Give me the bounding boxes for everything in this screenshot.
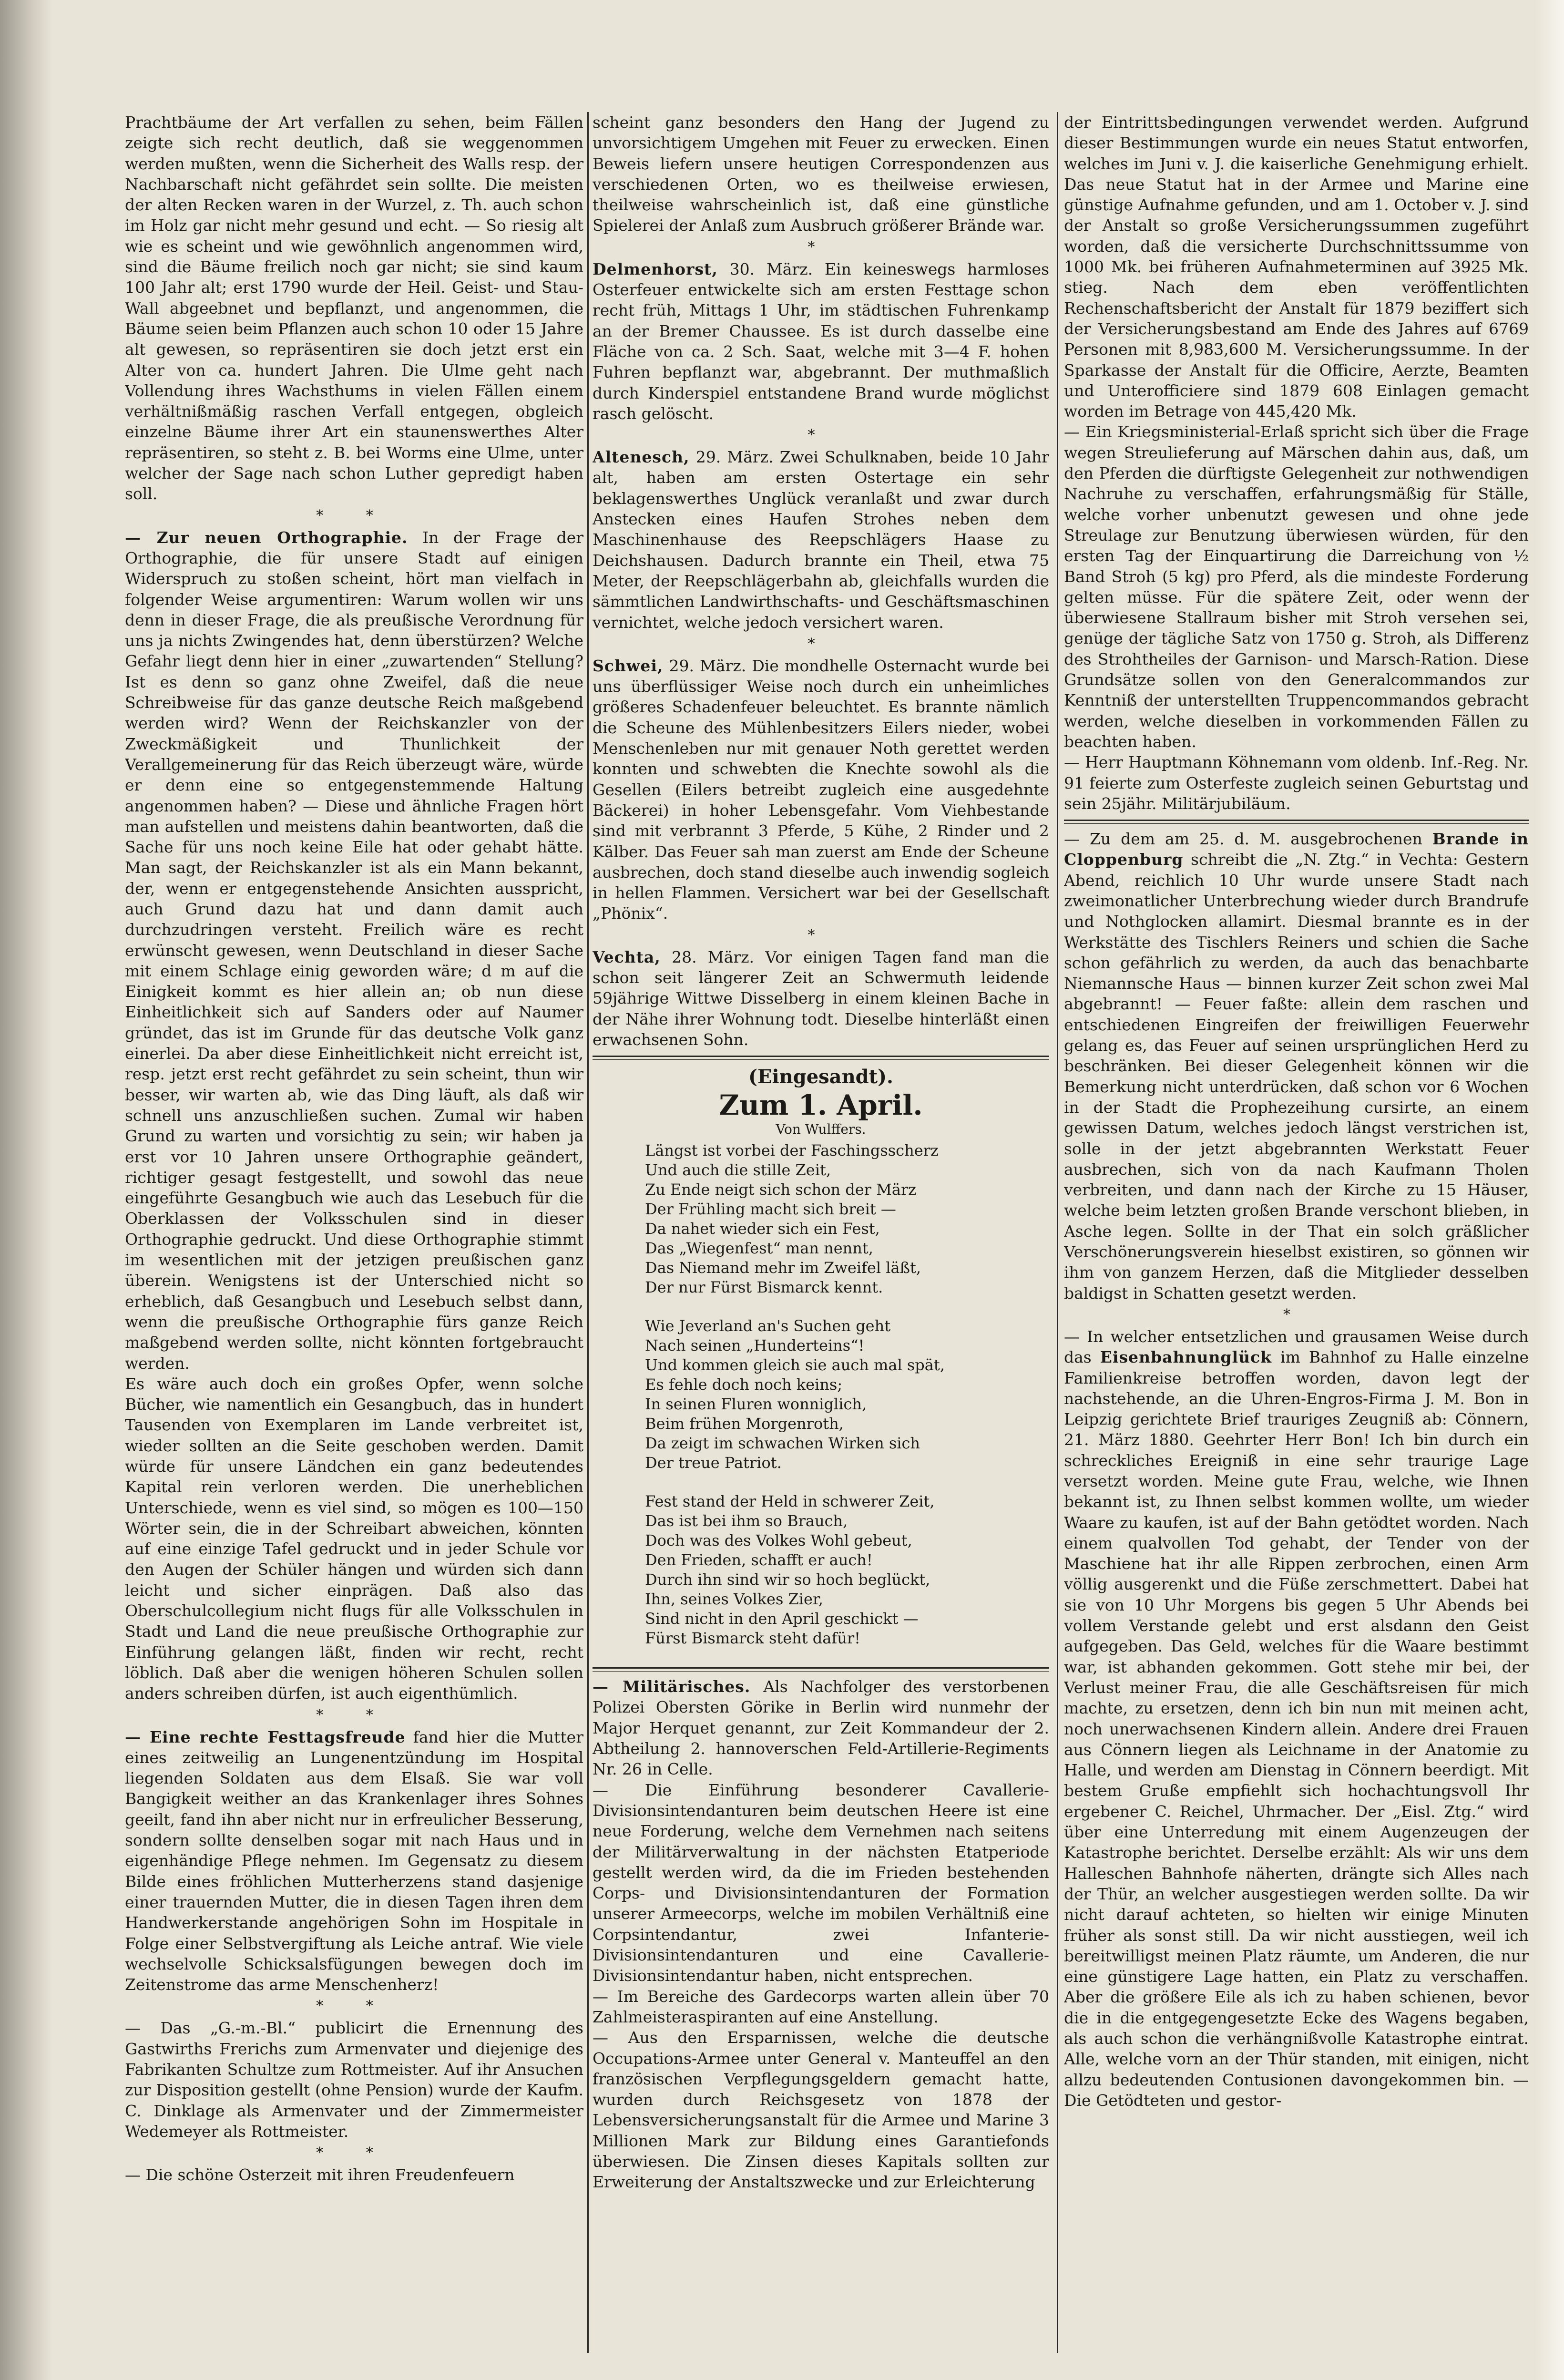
poem-line: Das Niemand mehr im Zweifel läßt, — [645, 1259, 921, 1277]
poem-line: Und auch die stille Zeit, — [645, 1161, 831, 1180]
article-gardecorps: — Im Bereiche des Gardecorps warten allein über 70 Zahlmeisteraspiranten auf eine Anstellung. — [593, 1987, 1049, 2026]
article-militaerisches-body: Als Nachfolger des verstorbenen Polizei Obersten Görike in Berlin wird nunmehr der Major Herquet genannt, zur Zeit Kommandeur der 2. Abtheilung 2. hannoverschen Feld-Artillerie-Regiments Nr. 26 in Celle. — [593, 1677, 1049, 1779]
poem-text — [645, 1141, 1049, 1648]
page-right-edge — [1535, 0, 1564, 2380]
poem-line: Doch was des Volkes Wohl gebeut, — [645, 1531, 912, 1550]
separator-asterisk: * — [808, 427, 834, 444]
article-jubilaeum: — Herr Hauptmann Köhnemann vom oldenb. Inf.-Reg. Nr. 91 feierte zum Osterfeste zugleich seinen Geburtstag und sein 25jähr. Militärjubiläum. — [1064, 753, 1529, 813]
poem-line: Wie Jeverland an's Suchen geht — [645, 1317, 891, 1335]
article-osterzeit: — Die schöne Osterzeit mit ihren Freudenfeuern — [125, 2165, 515, 2185]
article-streulieferung: — Ein Kriegsministerial-Erlaß spricht sich über die Frage wegen Streulieferung auf Märschen dahin aus, daß, um den Pferden die dürftigste Gelegenheit zur nothwendigen Nachruhe zu verschaffen, erfahrungsmäßig für Ställe, welche vorher unbenutzt gewesen und ohne jede Streulage zur Benutzung überwiesen würden, für den ersten Tag der Einquartirung die Darreichung von ½ Band Stroh (5 kg) pro Pferd, als die mindeste Forderung gelten müsse. Für die spätere Zeit, oder wenn der überwiesene Stallraum bisher mit Stroh versehen sei, genüge der tägliche Satz von 1750 g. Stroh, als Differenz des Strohtheiles der Garnison- und Marsch-Ration. Diese Grundsätze sollen von den Generalcommandos zur Kenntniß der unterstellten Truppencommandos gebracht werden, welche dieselben in vorkommenden Fällen zu beachten haben. — [1064, 422, 1529, 751]
poem-line: Es fehle doch noch keins; — [645, 1375, 843, 1394]
article-vechta-body: 28. März. Vor einigen Tagen fand man die schon seit längerer Zeit an Schwermuth leidende 59jährige Wittwe Disselberg in einem kleinen Bache in der Nähe ihrer Wohnung todt. Dieselbe hinterläßt einen erwachsenen Sohn. — [593, 947, 1049, 1049]
poem-box-title: (Eingesandt). — [748, 1066, 893, 1088]
dateline-altenesch: Altenesch, — [593, 448, 690, 467]
dateline-vechta: Vechta, — [593, 947, 661, 966]
poem-line: Durch ihn sind wir so hoch beglückt, — [645, 1570, 930, 1589]
headline-eisenbahnunglueck: Eisenbahnunglück — [1100, 1348, 1272, 1367]
article-feuer: scheint ganz besonders den Hang der Jugend zu unvorsichtigem Umgehen mit Feuer zu erwecken. Einen Beweis liefern unsere heutigen Correspondenzen aus verschiedenen Orten, wo es theilweise erwiesen, theilweise wahrscheinlich ist, daß eine günstliche Spielerei der Anlaß zum Ausbruch größerer Brände war. — [593, 113, 1049, 235]
article-vechta — [593, 947, 1049, 1050]
separator-asterisks: * * — [316, 1706, 392, 1723]
section-rule — [593, 1667, 1049, 1672]
poem-line: Das ist bei ihm so Brauch, — [645, 1512, 848, 1530]
poem-title: Zum 1. April. — [719, 1089, 923, 1122]
separator-asterisks: * * — [316, 2144, 392, 2162]
poem-line: Da zeigt im schwachen Wirken sich — [645, 1434, 920, 1453]
article-delmenhorst-body: 30. März. Ein keineswegs harmloses Osterfeuer entwickelte sich am ersten Festtage schon recht früh, Mittags 1 Uhr, im städtischen Fuhrenkamp an der Bremer Chaussee. Es ist durch dasselbe eine Fläche von ca. 2 Sch. Saat, welche mit 3—4 F. hohen Fuhren bepflanzt war, abgebrannt. Der muthmaßlich durch Kinderspiel entstandene Brand wurde möglichst rasch gelöscht. — [593, 259, 1049, 423]
dateline-delmenhorst: Delmenhorst, — [593, 259, 718, 278]
article-brand-cloppenburg — [1064, 829, 1529, 1303]
article-ersparnisse: — Aus den Ersparnissen, welche die deutsche Occupations-Armee unter General v. Manteuffel an den französischen Verpflegungsgeldern gemacht hatte, wurden durch Reichsgesetz von 1878 der Lebensversicherungsanstalt für die Armee und Marine 3 Millionen Mark zur Bildung eines Garantiefonds überwiesen. Die Zinsen dieses Kapitals sollten zur Erweiterung der Anstaltszwecke und zur Erleichterung — [593, 2028, 1049, 2192]
article-festtagsfreude-body: fand hier die Mutter eines zeitweilig an Lungenentzündung im Hospital liegenden Soldaten aus dem Elsaß. Sie war voll Bangigkeit weither an das Krankenlager ihres Sohnes geeilt, fand ihn aber nicht nur in erfreulicher Besserung, sondern sollte denselben sogar mit nach Haus und in eigenhändige Pflege nehmen. Im Gegensatz zu diesem Bilde eines fröhlichen Mutterherzens stand dasjenige einer trauernden Mutter, die in diesen Tagen ihren dem Handwerkerstande angehörigen Sohn im Hospitale in Folge einer Selbstvergiftung als Leiche antraf. Wie viele wechselvolle Schicksalsfügungen bewegen doch im Zeitenstrome das arme Menschenherz! — [125, 1727, 583, 1994]
column-2 — [593, 112, 1049, 2362]
section-rule — [593, 1056, 1049, 1060]
article-brand-intro: — Zu dem am 25. d. M. ausgebrochenen — [1064, 830, 1432, 849]
poem-line: Der Frühling macht sich breit — — [645, 1200, 896, 1219]
poem-line: Nach seinen „Hunderteins“! — [645, 1336, 865, 1355]
separator-asterisk: * — [808, 635, 834, 652]
poem-line: Längst ist vorbei der Faschingsscherz — [645, 1141, 939, 1160]
article-delmenhorst — [593, 259, 1049, 424]
headline-militaerisches: — Militärisches. — [593, 1677, 751, 1696]
column-3 — [1064, 112, 1529, 2362]
article-orthographie-cont: Es wäre auch doch ein großes Opfer, wenn solche Bücher, wie namentlich ein Gesangbuch, das in hundert Tausenden von Exemplaren im Lande verbreitet ist, wieder sollten an die Seite geschoben werden. Damit würde für unsere Ländchen ein ganz bedeutendes Kapital rein verloren werden. Die unerheblichen Unterschiede, wenn es viel sind, so mögen es 100—150 Wörter sein, die in der Schreibart abweichen, könnten auf eine einzige Tafel gedruckt und in jeder Schule vor den Augen der Schüler hängen und würden sich dann leicht und sicher einprägen. Daß also das Oberschulcollegium nicht flugs für alle Volksschulen in Stadt und Land die neue preußische Orthographie zur Einführung gelangen läßt, finden wir recht, recht löblich. Daß aber die wenigen höheren Schulen sollen anders schreiben dürfen, ist auch eigenthümlich. — [125, 1374, 583, 1703]
poem-line: Sind nicht in den April geschickt — — [645, 1610, 919, 1628]
poem-stanza-3 — [645, 1492, 1049, 1648]
column-rule-right — [1057, 112, 1058, 2353]
article-intendanturen: — Die Einführung besonderer Cavallerie-Divisionsintendanturen beim deutschen Heere ist eine neue Forderung, welche dem Vernehmen nach seitens der Militärverwaltung in der nächsten Etatperiode gestellt werden wird, da die im Frieden bestehenden Corps- und Divisionsintendanturen der Formation unserer Armeecorps, welche im mobilen Verhältniß eine Corpsintendantur, zwei Infanterie-Divisionsintendanturen und eine Cavallerie-Divisionsintendantur haben, nicht entsprechen. — [593, 1780, 1049, 1985]
poem-line: Zu Ende neigt sich schon der März — [645, 1180, 917, 1199]
poem-line: Und kommen gleich sie auch mal spät, — [645, 1356, 945, 1375]
poem-line: Ihn, seines Volkes Zier, — [645, 1590, 823, 1609]
poem-line: Fürst Bismarck steht dafür! — [645, 1629, 860, 1648]
article-versicherung: der Eintrittsbedingungen verwendet werden. Aufgrund dieser Bestimmungen wurde ein neues Statut entworfen, welches im Juni v. J. die kaiserliche Genehmigung erhielt. Das neue Statut hat in der Armee und Marine eine günstige Aufnahme gefunden, und am 1. October v. J. sind der Anstalt so große Versicherungssummen zugeführt worden, daß die versicherte Durchschnittssumme von 1000 Mk. bei früheren Aufnahmeterminen auf 3925 Mk. stieg. Nach dem eben veröffentlichten Rechenschaftsbericht der Anstalt für 1879 beziffert sich der Versicherungsbestand am Ende des Jahres auf 6769 Personen mit 8,983,600 M. Versicherungssumme. In der Sparkasse der Anstalt für die Officire, Aerzte, Beamten und Unterofficiere sind 1879 608 Einlagen gemacht worden im Betrage von 445,420 Mk. — [1064, 113, 1529, 421]
poem-stanza-1 — [645, 1141, 1049, 1297]
article-orthographie — [125, 527, 583, 1374]
poem-author: Von Wulffers. — [776, 1121, 866, 1138]
section-rule — [1064, 820, 1529, 824]
page-gutter-shadow — [0, 0, 52, 2380]
article-schwei — [593, 656, 1049, 924]
headline-brand-cloppenburg: Brande in Cloppenburg — [1064, 830, 1529, 869]
article-eisenbahn-intro: — In welcher entsetzlichen und grausamen Weise durch das — [1064, 1327, 1529, 1367]
poem-box — [593, 1065, 1049, 1648]
headline-orthographie: — Zur neuen Orthographie. — [125, 528, 408, 547]
poem-line: Beim frühen Morgenroth, — [645, 1415, 844, 1433]
poem-line: Das „Wiegenfest“ man nennt, — [645, 1239, 873, 1258]
article-militaerisches — [593, 1676, 1049, 1779]
article-altenesch-body: 29. März. Zwei Schulknaben, beide 10 Jahr alt, haben am ersten Ostertage ein sehr beklagenswerthes Unglück veranlaßt und zwar durch Anstecken eines Haufen Strohes neben dem Maschinenhause des Reepschlägers Haase zu Deichshausen. Dadurch brannte ein Theil, etwa 75 Meter, der Reepschlägerbahn ab, gleichfalls wurden die sämmtlichen Landwirthschafts- und Geschäftsmaschinen vernichtet, welche jedoch versichert waren. — [593, 448, 1049, 632]
separator-asterisk: * — [1283, 1306, 1309, 1323]
poem-line: Der nur Fürst Bismarck kennt. — [645, 1278, 883, 1297]
separator-asterisk: * — [808, 238, 834, 256]
poem-line: In seinen Fluren wonniglich, — [645, 1395, 867, 1414]
article-ernennung: — Das „G.-m.-Bl.“ publicirt die Ernennung des Gastwirths Frerichs zum Armenvater und diejenige des Fabrikanten Schultze zum Rottmeister. Auf ihr Ansuchen zur Disposition gestellt (ohne Pension) wurde der Kaufm. C. Dinklage als Armenvater und der Zimmermeister Wedemeyer als Rottmeister. — [125, 2019, 583, 2141]
article-ulmen: Prachtbäume der Art verfallen zu sehen, beim Fällen zeigte sich recht deutlich, daß sie weggenommen werden mußten, wenn die Sicherheit des Walls resp. der Nachbarschaft nicht gefährdet sein sollte. Die meisten der alten Recken waren in der Wurzel, z. Th. auch schon im Holz gar nicht mehr gesund und echt. — So riesig alt wie es scheint und wie gewöhnlich angenommen wird, sind die Bäume freilich noch gar nicht; sie sind kaum 100 Jahr alt; erst 1790 wurde der Heil. Geist- und Stau-Wall abgeebnet und bepflanzt, und angenommen, die Bäume seien beim Pflanzen auch schon 10 oder 15 Jahre alt gewesen, so repräsentiren sie doch jetzt erst ein Alter von ca. hundert Jahren. Die Ulme geht nach Vollendung ihres Wachsthums in vielen Fällen einem verhältnißmäßig raschen Verfall entgegen, obgleich einzelne Bäume ihrer Art ein staunenswerthes Alter repräsentiren, so steht z. B. bei Worms eine Ulme, unter welcher der Sage nach schon Luther gepredigt haben soll. — [125, 113, 583, 503]
article-eisenbahn-body: im Bahnhof zu Halle einzelne Familienkreise betroffen worden, davon legt der nachstehende, an die Uhren-Engros-Firma J. M. Bon in Leipzig gerichtete Brief trauriges Zeugniß ab: Cönnern, 21. März 1880. Geehrter Herr Bon! Ich bin durch ein schreckliches Ereigniß in eine sehr traurige Lage versetzt worden. Meine gute Frau, welche, wie Ihnen bekannt ist, zu Ihnen selbst kommen wollte, um wieder Waare zu kaufen, ist auf der Bahn getödtet worden. Nach einem qualvollen Tod gehabt, der Tender von der Maschiene hat ihr alle Rippen zerbrochen, einen Arm völlig ausgerenkt und die Füße zerschmettert. Dabei hat sie von 10 Uhr Morgens bis gegen 5 Uhr Abends bei vollem Verstande gelebt und erst alsdann den Geist aufgegeben. Das Geld, welches für die Waare bestimmt war, ist abhanden gekommen. Gott stehe mir bei, der Verlust meiner Frau, die alle Geschäftsreisen für mich machte, zu ersetzen, denn ich bin nun mit meinen acht, noch unerwachsenen Kindern allein. Andere drei Frauen aus Cönnern liegen als Leichname in der Anatomie zu Halle, und werden am Dienstag in Cönnern beerdigt. Mit bestem Gruße empfiehlt sich hochachtungsvoll Ihr ergebener C. Reichel, Uhrmacher. Der „Eisl. Ztg.“ wird über eine Unterredung mit einem Augenzeugen der Katastrophe berichtet. Derselbe erzählt: Als wir uns dem Halleschen Bahnhofe näherten, drängte sich Alles nach der Thür, an welcher ausgestiegen werden sollte. Da wir nicht darauf achteten, so hielten wir einige Minuten früher als sonst still. Da wir nicht ausstiegen, weil ich bereitwilligst meinen Platz räumte, um Anderen, die nur eine günstigere Lage hatten, ein Platz zu verschaffen. Aber die größere Eile als ich zu haben schienen, bevor die in die entgegengesetzte Ecke des Wagens begaben, als auch schon die verhängnißvolle Katastrophe eintrat. Alle, welche vorn an der Thür standen, mit einigen, nicht allzu bedeutenden Contusionen davongekommen bin. — Die Getödteten und gestor- — [1064, 1348, 1529, 2110]
separator-asterisks: * * — [316, 507, 392, 524]
poem-line: Der treue Patriot. — [645, 1454, 782, 1472]
poem-line: Da nahet wieder sich ein Fest, — [645, 1220, 880, 1238]
article-altenesch — [593, 447, 1049, 633]
separator-asterisk: * — [808, 926, 834, 944]
dateline-schwei: Schwei, — [593, 656, 664, 675]
article-orthographie-body: In der Frage der Orthographie, die für unsere Stadt auf einigen Widerspruch zu stoßen scheint, hört man vielfach in folgender Weise argumentiren: Warum wollen wir uns denn in dieser Frage, die als preußische Verordnung für uns ja nichts Zwingendes hat, denn überstürzen? Welche Gefahr liegt denn hier in einer „zuwartenden“ Stellung? Ist es denn so ganz ohne Zweifel, daß die neue Schreibweise für das ganze deutsche Reich maßgebend werden wird? Wenn der Reichskanzler von der Zweckmäßigkeit und Thunlichkeit der Verallgemeinerung für das Reich überzeugt wäre, würde er denn eine so entgegenstemmende Haltung angenommen haben? — Diese und ähnliche Fragen hört man aufstellen und meistens dahin beantworten, daß die Sache für uns noch keine Eile hat oder gehabt hätte. Man sagt, der Reichskanzler ist als ein Mann bekannt, der, wenn er entgegenstehende Ansichten ausspricht, auch Grund dazu hat und dann damit auch durchzudringen versteht. Freilich wäre es recht erwünscht gewesen, wenn Deutschland in dieser Sache mit einem Schlage einig geworden wäre; d m auf die Einigkeit kommt es hier allein an; ob nun diese Einheitlichkeit sich auf Sanders oder auf Naumer gründet, das ist im Grunde für das deutsche Volk ganz einerlei. Da aber diese Einheitlichkeit nicht erreicht ist, resp. jetzt erst recht gefährdet zu sein scheint, thun wir besser, wir warten ab, wie das Ding läuft, als daß wir schnell uns anzuschließen suchen. Zumal wir haben Grund zu warten und vorsichtig zu sein; wir haben ja erst vor 10 Jahren unsere Orthographie geändert, richtiger gesagt festgestellt, und sowohl das neue eingeführte Gesangbuch wie auch das Lesebuch für die Oberklassen der Volksschulen sind in dieser Orthographie gedruckt. Und diese Orthographie stimmt im wesentlichen mit der jetzigen preußischen ganz überein. Wenigstens ist der Unterschied nicht so erheblich, daß Gesangbuch und Lesebuch selbst dann, wenn die preußische Orthographie fürs ganze Reich maßgebend werden sollte, nicht könnten fortgebraucht werden. — [125, 528, 583, 1373]
column-1 — [125, 112, 583, 2362]
article-festtagsfreude — [125, 1727, 583, 1995]
article-schwei-body: 29. März. Die mondhelle Osternacht wurde bei uns überflüssiger Weise noch durch ein unheimliches größeres Schadenfeuer beleuchtet. Es brannte nämlich die Scheune des Mühlenbesitzers Eilers nieder, wobei Menschenleben nur mit genauer Noth gerettet werden konnten und schwebten die Knechte sowohl als die Gesellen (Eilers betreibt zugleich eine ausgedehnte Bäckerei) in hoher Lebensgefahr. Vom Viehbestande sind mit verbrannt 3 Pferde, 5 Kühe, 2 Rinder und 2 Kälber. Das Feuer sah man zuerst am Ende der Scheune ausbrechen, doch stand dieselbe auch inwendig sogleich in hellen Flammen. Versichert war bei der Gesellschaft „Phönix“. — [593, 656, 1049, 923]
column-rule-left — [587, 112, 589, 2353]
poem-line: Den Frieden, schafft er auch! — [645, 1551, 873, 1570]
headline-festtagsfreude: — Eine rechte Festtagsfreude — [125, 1727, 406, 1746]
separator-asterisks: * * — [316, 1998, 392, 2015]
poem-line: Fest stand der Held in schwerer Zeit, — [645, 1492, 935, 1511]
article-brand-body: schreibt die „N. Ztg.“ in Vechta: Gestern Abend, reichlich 10 Uhr wurde unsere Stadt nach zweimonatlicher Unterbrechung wieder durch Brandrufe und Nothglocken allamirt. Diesmal brannte es in der Werkstätte des Tischlers Reiners und schien die Sache schon gefährlich zu werden, da auch das benachbarte Niemannsche Haus — binnen kurzer Zeit schon zwei Mal abgebrannt! — Feuer faßte: allein dem raschen und entschiedenen Eingreifen der freiwilligen Feuerwehr gelang es, das Feuer auf seinen ursprünglichen Herd zu beschränken. Bei dieser Gelegenheit können wir die Bemerkung nicht unterdrücken, daß schon vor 6 Wochen in der Stadt die Prophezeihung cursirte, an einem gewissen Datum, welches jedoch längst verstrichen ist, solle in der jetzt abgebrannten Werkstatt Feuer ausbrechen, sich von da nach Kaufmann Tholen verbreiten, und dann nach der Kirche zu 15 Häuser, welche beim letzten großen Brande verschont blieben, in Asche legen. Sollte in der That ein solch gräßlicher Verschönerungsverein hieselbst existiren, so gönnen wir ihm von ganzem Herzen, daß die Mitglieder desselben baldigst in Schatten gesetzt werden. — [1064, 850, 1529, 1303]
poem-stanza-2 — [645, 1316, 1049, 1473]
article-eisenbahnunglueck — [1064, 1326, 1529, 2111]
